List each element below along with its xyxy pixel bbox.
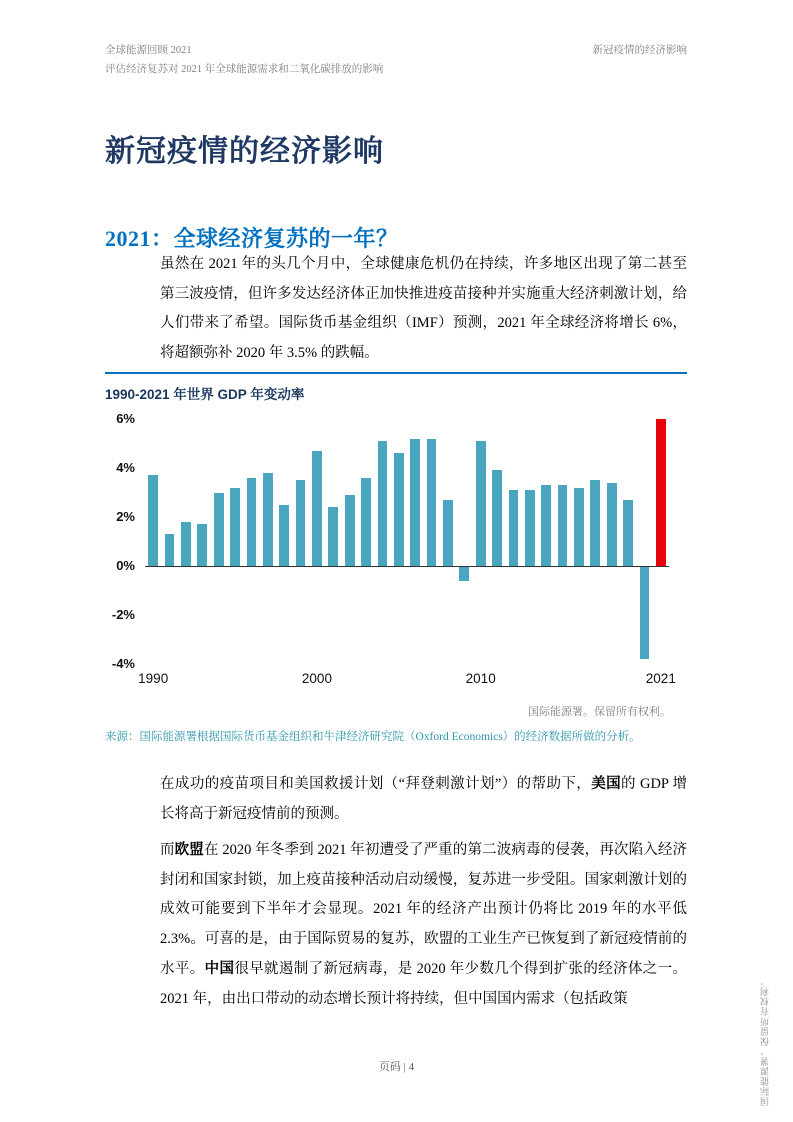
x-tick-label: 1990 xyxy=(138,671,169,686)
chart-plot xyxy=(138,419,676,686)
gdp-bar xyxy=(590,480,600,566)
y-tick-label: -4% xyxy=(111,656,135,672)
page-header xyxy=(105,42,687,80)
gdp-bar xyxy=(165,534,175,566)
chart-copyright-note: 国际能源署。保留所有权利。 xyxy=(528,706,671,718)
x-tick-label: 2010 xyxy=(465,671,496,686)
gdp-bar xyxy=(345,495,355,566)
gdp-bar xyxy=(230,488,240,566)
zero-axis-line xyxy=(145,566,669,567)
gdp-bar xyxy=(558,485,568,566)
gdp-bar xyxy=(394,453,404,566)
paragraph-eu-china xyxy=(160,836,687,1014)
y-tick-label: 0% xyxy=(116,558,135,574)
gdp-bar xyxy=(378,441,388,566)
gdp-bar xyxy=(247,478,257,566)
para-us-pre: 在成功的疫苗项目和美国救援计划（“拜登刺激计划”）的帮助下， xyxy=(160,776,592,792)
y-tick-label: 6% xyxy=(116,411,135,427)
chart-title: 1990-2021 年世界 GDP 年变动率 xyxy=(105,387,305,402)
intro-paragraph: 虽然在 2021 年的头几个月中，全球健康危机仍在持续，许多地区出现了第二甚至第三波疫情，但许多发达经济体正加快推进疫苗接种并实施重大经济刺激计划，给人们带来了希望。国际货币基金组织（IMF）预测，2021 年全球经济将增长 6%，将超额弥补 2020 年 3.5% 的跌幅。 xyxy=(160,256,687,362)
gdp-bar xyxy=(410,439,420,566)
gdp-bar xyxy=(525,490,535,566)
gdp-bar xyxy=(427,439,437,566)
para-eu-bold-term: 欧盟 xyxy=(174,842,204,858)
report-title: 全球能源回顾 2021 xyxy=(105,45,192,56)
gdp-bar xyxy=(361,478,371,566)
gdp-bar xyxy=(279,505,289,566)
para-eu-s1: 而 xyxy=(160,842,175,858)
page-title: 新冠疫情的经济影响 xyxy=(105,135,384,169)
gdp-bar xyxy=(197,524,207,566)
y-tick-label: -2% xyxy=(111,607,135,623)
para-eu-s2: 在 2020 年冬季到 2021 年初遭受了严重的第二波病毒的侵袭，再次陷入经济封闭和国家封锁，加上疫苗接种活动启动缓慢，复苏进一步受阻。国家刺激计划的成效可能要到下半年才会显现。2021 年的经济产出预计仍将比 2019 年的水平低 2.3%。可喜的是，由于国际贸易的复苏，欧盟的工业生产已恢复到了新冠疫情前的水平。 xyxy=(160,842,688,977)
chart-y-axis xyxy=(105,411,139,672)
gdp-bar xyxy=(459,566,469,581)
y-tick-label: 2% xyxy=(116,509,135,525)
gdp-bar xyxy=(263,473,273,566)
paragraph-us xyxy=(160,770,687,829)
gdp-bar xyxy=(312,451,322,566)
gdp-bar xyxy=(476,441,486,566)
gdp-bar xyxy=(296,480,306,566)
side-copyright-note: 国际能源署。保留所有权利。 xyxy=(760,976,770,1106)
gdp-bar xyxy=(607,483,617,566)
gdp-bar xyxy=(509,490,519,566)
para-cn-bold-term: 中国 xyxy=(204,960,235,977)
gdp-bar xyxy=(181,522,191,566)
chart-plot-area xyxy=(105,411,687,695)
gdp-bar xyxy=(443,500,453,566)
gdp-bar xyxy=(574,488,584,566)
gdp-bar xyxy=(640,566,650,659)
x-tick-label: 2000 xyxy=(301,671,332,686)
y-tick-label: 4% xyxy=(116,460,135,476)
gdp-bar xyxy=(328,507,338,566)
x-tick-label: 2021 xyxy=(645,671,676,686)
gdp-bar xyxy=(214,493,224,567)
gdp-bar xyxy=(148,475,158,566)
gdp-bar xyxy=(541,485,551,566)
gdp-chart-block xyxy=(105,372,687,744)
report-subtitle: 评估经济复苏对 2021 年全球能源需求和二氧化碳排放的影响 xyxy=(105,63,384,75)
header-chapter: 新冠疫情的经济影响 xyxy=(592,45,687,56)
page-number: 页码 | 4 xyxy=(378,1061,415,1073)
section-heading: 2021：全球经济复苏的一年？ xyxy=(105,226,399,252)
header-left xyxy=(105,42,383,80)
gdp-bar xyxy=(656,419,666,566)
para-us-bold-term: 美国 xyxy=(591,776,622,792)
gdp-bar xyxy=(623,500,633,566)
para-eu-s3: 很早就遏制了新冠病毒，是 2020 年少数几个得到扩张的经济体之一。2021 年，由出口带动的动态增长预计将持续，但中国国内需求（包括政策 xyxy=(160,960,688,1007)
para-us-post: 的 GDP 增长将高于新冠疫情前的预测。 xyxy=(160,776,687,822)
gdp-bar xyxy=(492,470,502,566)
chart-source-line: 来源：国际能源署根据国际货币基金组织和牛津经济研究院（Oxford Economics）的经济数据所做的分析。 xyxy=(105,731,641,743)
